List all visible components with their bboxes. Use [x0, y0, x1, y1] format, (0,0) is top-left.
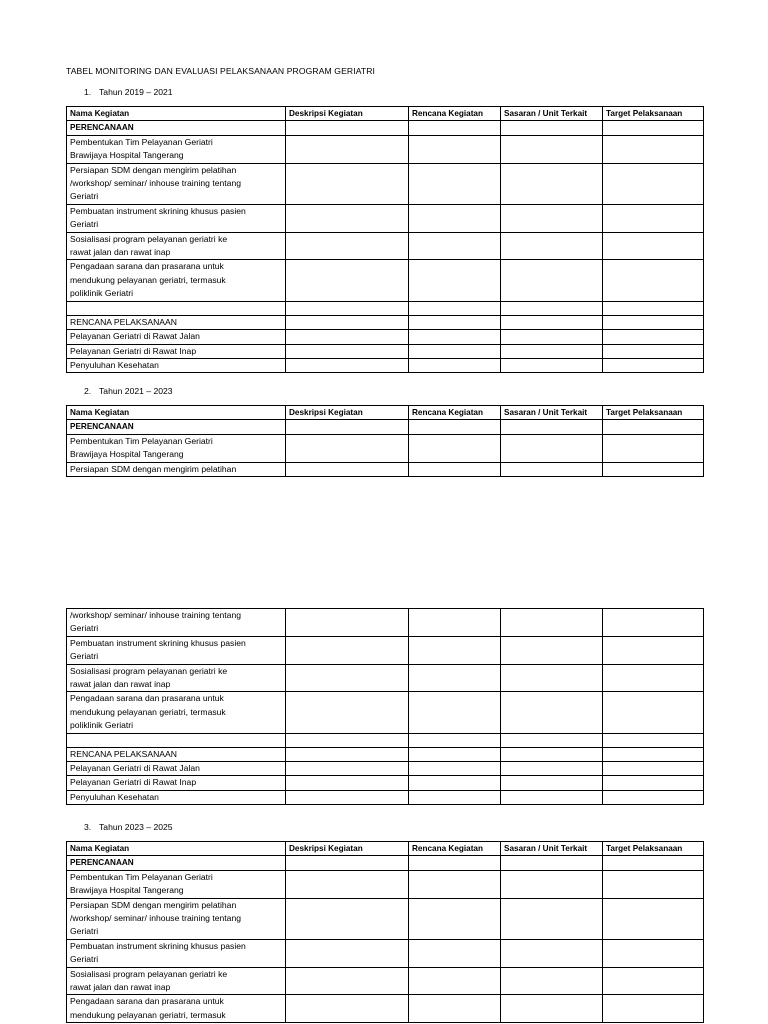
activity-cell: Pelayanan Geriatri di Rawat Inap — [67, 344, 286, 358]
category-cell: PERENCANAAN — [67, 420, 286, 434]
table-row — [67, 790, 704, 804]
activity-cell: Sosialisasi program pelayanan geriatri ke rawat jalan dan rawat inap — [67, 664, 286, 692]
activity-cell: Pembentukan Tim Pelayanan Geriatri Brawijaya Hospital Tangerang — [67, 135, 286, 163]
activity-cell: Pelayanan Geriatri di Rawat Inap — [67, 776, 286, 790]
table-row — [67, 870, 704, 898]
table-row — [67, 358, 704, 372]
table-row — [67, 664, 704, 692]
header-cell: Deskripsi Kegiatan — [286, 842, 409, 856]
table-row — [67, 420, 704, 434]
activity-cell: Pelayanan Geriatri di Rawat Jalan — [67, 330, 286, 344]
table-row — [67, 939, 704, 967]
section-2-heading — [84, 386, 173, 396]
activity-cell: Pengadaan sarana dan prasarana untuk mendukung pelayanan geriatri, termasuk — [67, 995, 286, 1023]
table-header-row — [67, 842, 704, 856]
table-row — [67, 232, 704, 260]
header-cell: Nama Kegiatan — [67, 406, 286, 420]
monitoring-table-2-part-1 — [66, 405, 704, 477]
table-row — [67, 204, 704, 232]
header-cell: Rencana Kegiatan — [409, 842, 501, 856]
document-title: TABEL MONITORING DAN EVALUASI PELAKSANAAN PROGRAM GERIATRI — [66, 66, 376, 76]
header-cell: Rencana Kegiatan — [409, 107, 501, 121]
header-cell: Target Pelaksanaan — [603, 406, 704, 420]
table-row — [67, 762, 704, 776]
activity-cell: Sosialisasi program pelayanan geriatri ke rawat jalan dan rawat inap — [67, 232, 286, 260]
table-row — [67, 636, 704, 664]
table-row — [67, 898, 704, 939]
table-row — [67, 856, 704, 870]
header-cell: Deskripsi Kegiatan — [286, 107, 409, 121]
activity-cell: Sosialisasi program pelayanan geriatri ke rawat jalan dan rawat inap — [67, 967, 286, 995]
activity-cell: Pembuatan instrument skrining khusus pasien Geriatri — [67, 636, 286, 664]
section-number: 3. — [84, 822, 92, 832]
table-row — [67, 995, 704, 1023]
table-row — [67, 747, 704, 761]
table-row — [67, 776, 704, 790]
activity-cell: Pembuatan instrument skrining khusus pasien Geriatri — [67, 939, 286, 967]
activity-cell: Pembentukan Tim Pelayanan Geriatri Brawijaya Hospital Tangerang — [67, 870, 286, 898]
table-row-empty — [67, 733, 704, 747]
table-row — [67, 330, 704, 344]
table-row — [67, 692, 704, 733]
section-number: 2. — [84, 386, 92, 396]
activity-cell: Pelayanan Geriatri di Rawat Jalan — [67, 762, 286, 776]
section-3-heading — [84, 822, 173, 832]
category-cell: RENCANA PELAKSANAAN — [67, 747, 286, 761]
activity-cell: Persiapan SDM dengan mengirim pelatihan /workshop/ seminar/ inhouse training tentang Geriatri — [67, 163, 286, 204]
category-cell: PERENCANAAN — [67, 856, 286, 870]
table-row — [67, 163, 704, 204]
activity-cell: Pengadaan sarana dan prasarana untuk mendukung pelayanan geriatri, termasuk poliklinik Geriatri — [67, 692, 286, 733]
header-cell: Target Pelaksanaan — [603, 842, 704, 856]
section-1-heading — [84, 87, 173, 97]
table-row — [67, 315, 704, 329]
header-cell: Deskripsi Kegiatan — [286, 406, 409, 420]
activity-cell: /workshop/ seminar/ inhouse training tentang Geriatri — [67, 609, 286, 637]
section-number: 1. — [84, 87, 92, 97]
header-cell: Nama Kegiatan — [67, 842, 286, 856]
table-row — [67, 609, 704, 637]
header-cell: Sasaran / Unit Terkait — [501, 842, 603, 856]
activity-cell: Pengadaan sarana dan prasarana untuk mendukung pelayanan geriatri, termasuk poliklinik Geriatri — [67, 260, 286, 301]
header-cell: Target Pelaksanaan — [603, 107, 704, 121]
table-row — [67, 135, 704, 163]
category-cell: RENCANA PELAKSANAAN — [67, 315, 286, 329]
table-row — [67, 344, 704, 358]
activity-cell: Pembentukan Tim Pelayanan Geriatri Brawijaya Hospital Tangerang — [67, 434, 286, 462]
table-header-row — [67, 406, 704, 420]
activity-cell: Penyuluhan Kesehatan — [67, 358, 286, 372]
table-header-row — [67, 107, 704, 121]
table-row — [67, 462, 704, 476]
activity-cell: Penyuluhan Kesehatan — [67, 790, 286, 804]
section-label: Tahun 2019 – 2021 — [99, 87, 173, 97]
header-cell: Sasaran / Unit Terkait — [501, 406, 603, 420]
category-cell: PERENCANAAN — [67, 121, 286, 135]
monitoring-table-2-part-2 — [66, 608, 704, 805]
section-label: Tahun 2023 – 2025 — [99, 822, 173, 832]
table-row — [67, 434, 704, 462]
activity-cell: Persiapan SDM dengan mengirim pelatihan — [67, 462, 286, 476]
activity-cell: Persiapan SDM dengan mengirim pelatihan /workshop/ seminar/ inhouse training tentang Geriatri — [67, 898, 286, 939]
activity-cell: Pembuatan instrument skrining khusus pasien Geriatri — [67, 204, 286, 232]
header-cell: Sasaran / Unit Terkait — [501, 107, 603, 121]
monitoring-table-1 — [66, 106, 704, 373]
monitoring-table-3 — [66, 841, 704, 1023]
table-row — [67, 967, 704, 995]
header-cell: Nama Kegiatan — [67, 107, 286, 121]
table-row-empty — [67, 301, 704, 315]
table-row — [67, 121, 704, 135]
table-row — [67, 260, 704, 301]
section-label: Tahun 2021 – 2023 — [99, 386, 173, 396]
header-cell: Rencana Kegiatan — [409, 406, 501, 420]
